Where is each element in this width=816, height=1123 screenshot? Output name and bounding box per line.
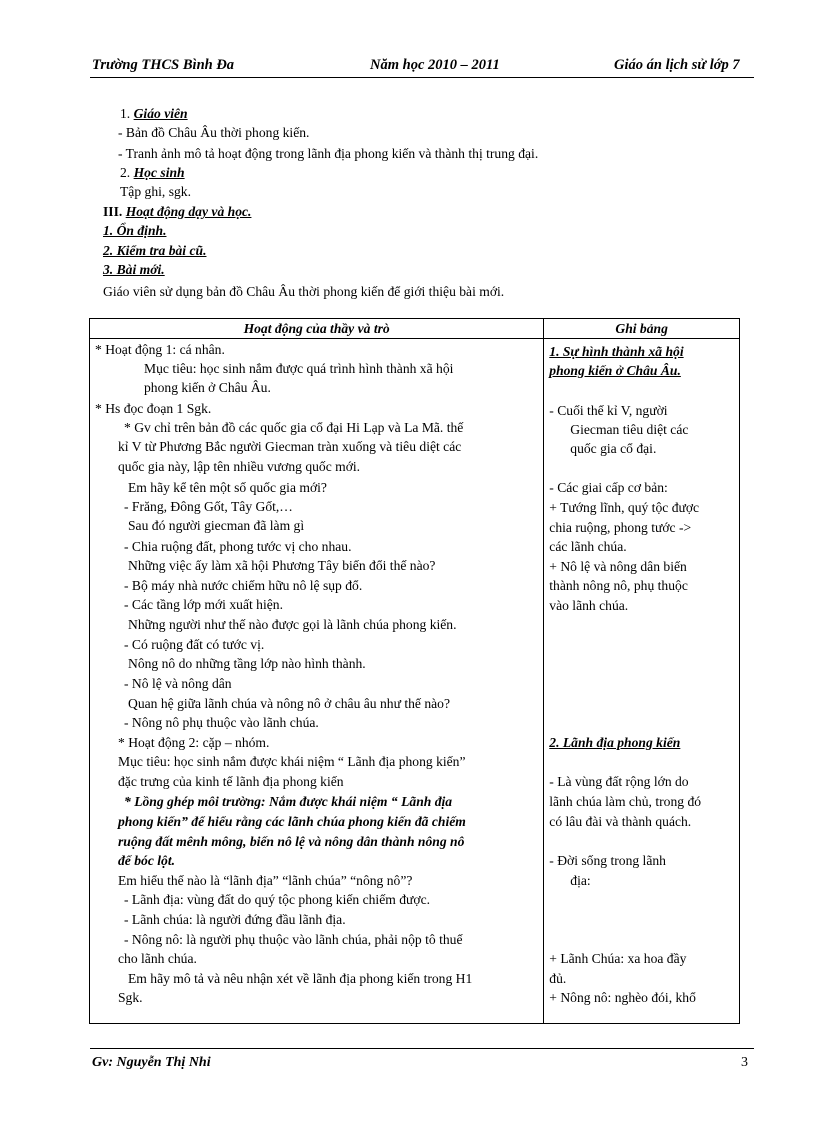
- right-line: + Lãnh Chúa: xa hoa đầy: [549, 951, 687, 966]
- left-line: Nông nô do những tầng lớp nào hình thành.: [128, 656, 366, 671]
- right-line: + Nô lệ và nông dân biến: [549, 559, 687, 574]
- left-line: kỉ V từ Phương Bắc người Giecman tràn xuống và tiêu diệt các: [118, 439, 462, 454]
- left-line: * Hs đọc đoạn 1 Sgk.: [95, 401, 212, 416]
- left-line: Sau đó người giecman đã làm gì: [128, 518, 305, 533]
- intro-student: [120, 164, 185, 182]
- page-number: 3: [741, 1055, 748, 1070]
- right-heading-1: [549, 343, 683, 361]
- intro-line-3: - Tranh ảnh mô tả hoạt động trong lãnh địa phong kiến và thành thị trung đại.: [118, 146, 539, 161]
- right-line: lãnh chúa làm chủ, trong đó: [549, 794, 702, 809]
- left-line: - Nô lệ và nông dân: [124, 676, 232, 691]
- intro-section-3: [103, 203, 251, 221]
- left-line: Những người như thế nào được gọi là lãnh chúa phong kiến.: [128, 617, 457, 632]
- intro-student-num: 2.: [120, 165, 131, 180]
- right-line: Giecman tiêu diệt các: [570, 422, 689, 437]
- left-line: * Gv chỉ trên bản đồ các quốc gia cổ đại Hi Lạp và La Mã. thế: [124, 420, 464, 435]
- left-line: - Bộ máy nhà nước chiếm hữu nô lệ sụp đổ.: [124, 578, 363, 593]
- right-line: có lâu đài và thành quách.: [549, 814, 692, 829]
- right-line: thành nông nô, phụ thuộc: [549, 578, 688, 593]
- left-line: - Lãnh địa: vùng đất do quý tộc phong kiến chiếm được.: [124, 892, 430, 907]
- header-school: Trường THCS Bình Đa: [92, 57, 235, 73]
- left-line: Em hãy mô tả và nêu nhận xét về lãnh địa phong kiến trong H1: [128, 971, 473, 986]
- intro-section-title: Hoạt động dạy và học.: [125, 204, 252, 219]
- left-line: * Hoạt động 2: cặp – nhóm.: [118, 735, 270, 750]
- intro-line-2: - Bản đồ Châu Âu thời phong kiến.: [118, 125, 310, 140]
- header-subject: Giáo án lịch sử lớp 7: [614, 57, 740, 73]
- right-line: địa:: [570, 873, 591, 888]
- right-line: - Đời sống trong lãnh: [549, 853, 666, 868]
- right-line: - Cuối thế kỉ V, người: [549, 403, 668, 418]
- intro-teacher: [120, 105, 188, 123]
- intro-line-7: 1. Ổn định.: [103, 223, 167, 238]
- left-line-env: ruộng đất mênh mông, biến nô lệ và nông dân thành nông nô: [118, 834, 465, 849]
- table-head-right: Ghi bảng: [544, 319, 740, 339]
- right-line: - Các giai cấp cơ bản:: [549, 480, 668, 495]
- page-footer: [92, 1055, 752, 1071]
- left-line: Em hãy kể tên một số quốc gia mới?: [128, 480, 327, 495]
- left-line: - Có ruộng đất có tước vị.: [124, 637, 265, 652]
- left-line: - Chia ruộng đất, phong tước vị cho nhau.: [124, 539, 352, 554]
- left-line: Mục tiêu: học sinh nắm được quá trình hình thành xã hội: [144, 361, 454, 376]
- right-line: + Nông nô: nghèo đói, khổ: [549, 990, 696, 1005]
- left-line: đặc trưng của kinh tế lãnh địa phong kiến: [118, 774, 344, 789]
- intro-teacher-title: Giáo viên: [133, 106, 188, 121]
- left-line: Những việc ấy làm xã hội Phương Tây biến đổi thế nào?: [128, 558, 436, 573]
- page-header: [92, 53, 752, 75]
- left-line: Sgk.: [118, 990, 143, 1005]
- intro-line-5: Tập ghi, sgk.: [120, 184, 191, 199]
- left-line: Quan hệ giữa lãnh chúa và nông nô ở châu âu như thế nào?: [128, 696, 451, 711]
- right-heading-1a: 1. Sự hình thành xã hội: [549, 344, 684, 359]
- right-line: chia ruộng, phong tước ->: [549, 520, 692, 535]
- left-line-env: để bóc lột.: [118, 853, 176, 868]
- lesson-table: [89, 318, 740, 1024]
- left-line-env: phong kiến” để hiểu rằng các lãnh chúa phong kiến đã chiếm: [118, 814, 466, 829]
- header-rule: [90, 77, 754, 78]
- left-line: Mục tiêu: học sinh nắm được khái niệm “ Lãnh địa phong kiến”: [118, 754, 466, 769]
- right-line: các lãnh chúa.: [549, 539, 627, 554]
- footer-rule: [90, 1048, 754, 1049]
- intro-student-title: Học sinh: [133, 165, 185, 180]
- intro-line-10: Giáo viên sử dụng bản đồ Châu Âu thời phong kiến để giới thiệu bài mới.: [103, 284, 505, 299]
- right-heading-1b: phong kiến ở Châu Âu.: [549, 363, 681, 378]
- header-year: Năm học 2010 – 2011: [370, 57, 500, 73]
- right-line: vào lãnh chúa.: [549, 598, 629, 613]
- table-left-cell: [90, 339, 544, 1024]
- left-line: - Các tầng lớp mới xuất hiện.: [124, 597, 283, 612]
- left-line: - Nông nô phụ thuộc vào lãnh chúa.: [124, 715, 319, 730]
- footer-teacher: Gv: Nguyễn Thị Nhi: [92, 1055, 211, 1070]
- intro-section-num: III.: [103, 204, 123, 219]
- left-line: - Lãnh chúa: là người đứng đầu lãnh địa.: [124, 912, 346, 927]
- table-head-left: Hoạt động của thầy và trò: [90, 319, 544, 339]
- right-line: đủ.: [549, 971, 567, 986]
- left-line-env: * Lồng ghép môi trường: Nắm được khái niệm “ Lãnh địa: [124, 794, 453, 809]
- left-line: phong kiến ở Châu Âu.: [144, 380, 271, 395]
- intro-teacher-num: 1.: [120, 106, 131, 121]
- right-line: quốc gia cổ đại.: [570, 441, 657, 456]
- right-line: + Tướng lĩnh, quý tộc được: [549, 500, 700, 515]
- right-line: - Là vùng đất rộng lớn do: [549, 774, 689, 789]
- table-right-cell: [544, 339, 740, 1024]
- left-line: - Frăng, Đông Gốt, Tây Gốt,…: [124, 499, 293, 514]
- intro-line-9: 3. Bài mới.: [103, 262, 165, 277]
- intro-line-8: 2. Kiểm tra bài cũ.: [103, 243, 207, 258]
- left-line: cho lãnh chúa.: [118, 951, 197, 966]
- left-line: quốc gia này, lập tên nhiều vương quốc mới.: [118, 459, 361, 474]
- right-heading-2: 2. Lãnh địa phong kiến: [549, 735, 681, 750]
- left-line: * Hoạt động 1: cá nhân.: [95, 342, 225, 357]
- left-line: - Nông nô: là người phụ thuộc vào lãnh chúa, phải nộp tô thuế: [124, 932, 463, 947]
- left-line: Em hiểu thế nào là “lãnh địa” “lãnh chúa” “nông nô”?: [118, 873, 413, 888]
